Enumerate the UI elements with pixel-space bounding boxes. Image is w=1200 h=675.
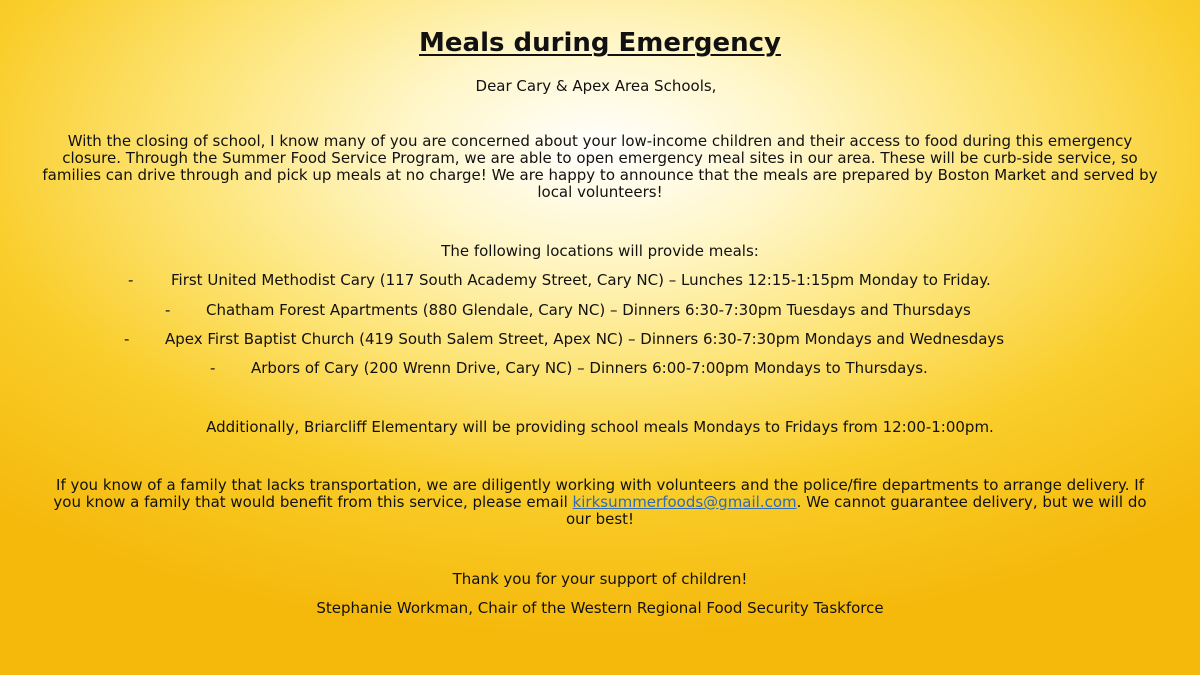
locations-heading: The following locations will provide meals: [441,242,759,260]
transport-paragraph [40,477,1160,528]
greeting [0,77,1200,95]
intro-paragraph: With the closing of school, I know many of you are concerned about your low-income children and their access to food during this emergency closure. Through the Summer Food Service Program, we are able to open emergency meal sites in our area. These will be curb-side service, so families can drive through and pick up meals at no charge! We are happy to announce that the meals are prepared by Boston Market and served by local volunteers! [42,132,1158,201]
thank-you-line: Thank you for your support of children! [452,570,748,588]
location-bullet: - [128,271,134,289]
location-text: Chatham Forest Apartments (880 Glendale, Cary NC) – Dinners 6:30-7:30pm Tuesdays and Thursdays [206,301,971,319]
email-link[interactable]: kirksummerfoods@gmail.com [572,493,797,511]
additional-note: Additionally, Briarcliff Elementary will be providing school meals Mondays to Fridays from 12:00-1:00pm. [206,418,994,436]
location-bullet: - [210,359,216,377]
signature-line: Stephanie Workman, Chair of the Western Regional Food Security Taskforce [316,599,884,617]
location-text: Arbors of Cary (200 Wrenn Drive, Cary NC) – Dinners 6:00-7:00pm Mondays to Thursdays. [251,359,928,377]
location-bullet: - [165,301,171,319]
transport-text-after: . We cannot guarantee delivery, but we will do our best! [565,493,1147,528]
transport-text-before: If you know of a family that lacks transportation, we are diligently working with volunteers and the police/fire departments to arrange delivery. If you know a family that would benefit from this service, please email [53,476,1144,511]
location-bullet: - [124,330,130,348]
page-title: Meals during Emergency [419,28,781,58]
location-text: First United Methodist Cary (117 South Academy Street, Cary NC) – Lunches 12:15-1:15pm Monday to Friday. [171,271,991,289]
greeting-text: Dear Cary & Apex Area Schools, [475,77,717,95]
location-text: Apex First Baptist Church (419 South Salem Street, Apex NC) – Dinners 6:30-7:30pm Mondays and Wednesdays [165,330,1005,348]
